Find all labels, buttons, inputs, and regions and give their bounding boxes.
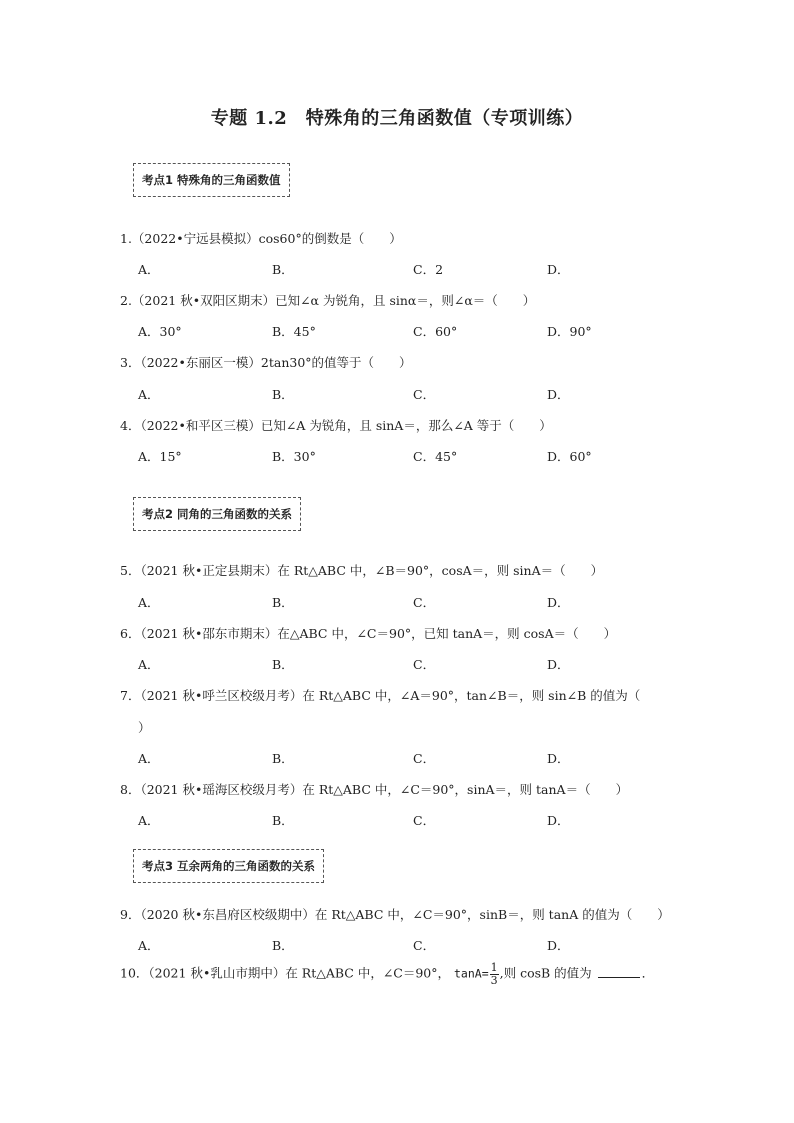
option-c[interactable]: C． xyxy=(413,938,436,953)
question-1: 1.（2022•宁远县模拟）cos60°的倒数是（ ） xyxy=(120,231,402,246)
option-c[interactable]: C． xyxy=(413,657,436,672)
question-3: 3．（2022•东丽区一模）2tan30°的值等于（ ） xyxy=(120,355,412,370)
question-8: 8．（2021 秋•瑶海区校级月考）在 Rt△ABC 中，∠C＝90°，sinA＝，则 tanA＝（ ） xyxy=(120,782,629,797)
question-10 xyxy=(120,962,654,986)
option-d[interactable]: D．60° xyxy=(547,449,592,464)
options-6 xyxy=(138,655,658,671)
option-b[interactable]: B．45° xyxy=(272,324,316,339)
question-2: 2.（2021 秋•双阳区期末）已知∠α 为锐角，且 sinα＝，则∠α＝（ ） xyxy=(120,293,536,308)
question-10-text-after: ,则 cosB 的值为 xyxy=(499,965,592,981)
option-b[interactable]: B． xyxy=(272,262,294,277)
option-d[interactable]: D．90° xyxy=(547,324,592,339)
question-4: 4．（2022•和平区三模）已知∠A 为锐角，且 sinA＝，那么∠A 等于（ ） xyxy=(120,418,552,433)
option-a[interactable]: A． xyxy=(138,595,160,610)
option-c[interactable]: C． xyxy=(413,387,436,402)
options-5 xyxy=(138,593,658,609)
option-b[interactable]: B． xyxy=(272,595,294,610)
question-10-text: 10．（2021 秋•乳山市期中）在 Rt△ABC 中，∠C＝90°， xyxy=(120,965,451,981)
option-c[interactable]: C． xyxy=(413,813,436,828)
option-b[interactable]: B． xyxy=(272,657,294,672)
options-4 xyxy=(138,447,658,463)
option-b[interactable]: B． xyxy=(272,938,294,953)
question-6: 6．（2021 秋•邵东市期末）在△ABC 中，∠C＝90°，已知 tanA＝，则 cosA＝（ ） xyxy=(120,626,617,641)
fraction-denominator: 3 xyxy=(490,974,498,987)
question-5: 5．（2021 秋•正定县期末）在 Rt△ABC 中，∠B＝90°，cosA＝，则 sinA＝（ ） xyxy=(120,563,604,578)
option-d[interactable]: D． xyxy=(547,938,570,953)
option-a[interactable]: A． xyxy=(138,813,160,828)
option-b[interactable]: B． xyxy=(272,751,294,766)
option-a[interactable]: A． xyxy=(138,938,160,953)
option-c[interactable]: C．2 xyxy=(413,262,444,277)
option-a[interactable]: A．30° xyxy=(138,324,182,339)
question-7: 7．（2021 秋•呼兰区校级月考）在 Rt△ABC 中，∠A＝90°，tan∠B＝，则 sin∠B 的值为（ xyxy=(120,688,641,703)
section-header-2: 考点2 同角的三角函数的关系 xyxy=(133,497,301,531)
option-a[interactable]: A． xyxy=(138,751,160,766)
options-7 xyxy=(138,749,658,765)
option-d[interactable]: D． xyxy=(547,387,570,402)
options-3 xyxy=(138,385,658,401)
section-header-1: 考点1 特殊角的三角函数值 xyxy=(133,163,290,197)
option-d[interactable]: D． xyxy=(547,595,570,610)
options-9 xyxy=(138,936,658,952)
option-b[interactable]: B． xyxy=(272,813,294,828)
option-c[interactable]: C．45° xyxy=(413,449,458,464)
option-a[interactable]: A． xyxy=(138,262,160,277)
tan-formula-label: tanA= xyxy=(454,966,489,981)
options-1 xyxy=(138,260,658,276)
option-c[interactable]: C． xyxy=(413,751,436,766)
fraction-numerator: 1 xyxy=(490,961,498,974)
option-d[interactable]: D． xyxy=(547,813,570,828)
question-9: 9．（2020 秋•东昌府区校级期中）在 Rt△ABC 中，∠C＝90°，sinB＝，则 tanA 的值为（ ） xyxy=(120,907,670,922)
option-d[interactable]: D． xyxy=(547,657,570,672)
option-a[interactable]: A．15° xyxy=(138,449,182,464)
option-a[interactable]: A． xyxy=(138,657,160,672)
options-2 xyxy=(138,322,658,338)
option-c[interactable]: C．60° xyxy=(413,324,458,339)
option-c[interactable]: C． xyxy=(413,595,436,610)
page-title: 专题 1.2 特殊角的三角函数值（专项训练） xyxy=(210,108,584,129)
answer-blank[interactable] xyxy=(598,977,640,978)
option-d[interactable]: D． xyxy=(547,262,570,277)
option-a[interactable]: A． xyxy=(138,387,160,402)
option-b[interactable]: B． xyxy=(272,387,294,402)
options-8 xyxy=(138,811,658,827)
option-d[interactable]: D． xyxy=(547,751,570,766)
option-b[interactable]: B．30° xyxy=(272,449,316,464)
fraction xyxy=(490,962,499,986)
question-7-continuation: ） xyxy=(138,720,151,735)
section-header-3: 考点3 互余两角的三角函数的关系 xyxy=(133,849,324,883)
question-10-end: ． xyxy=(641,965,655,981)
